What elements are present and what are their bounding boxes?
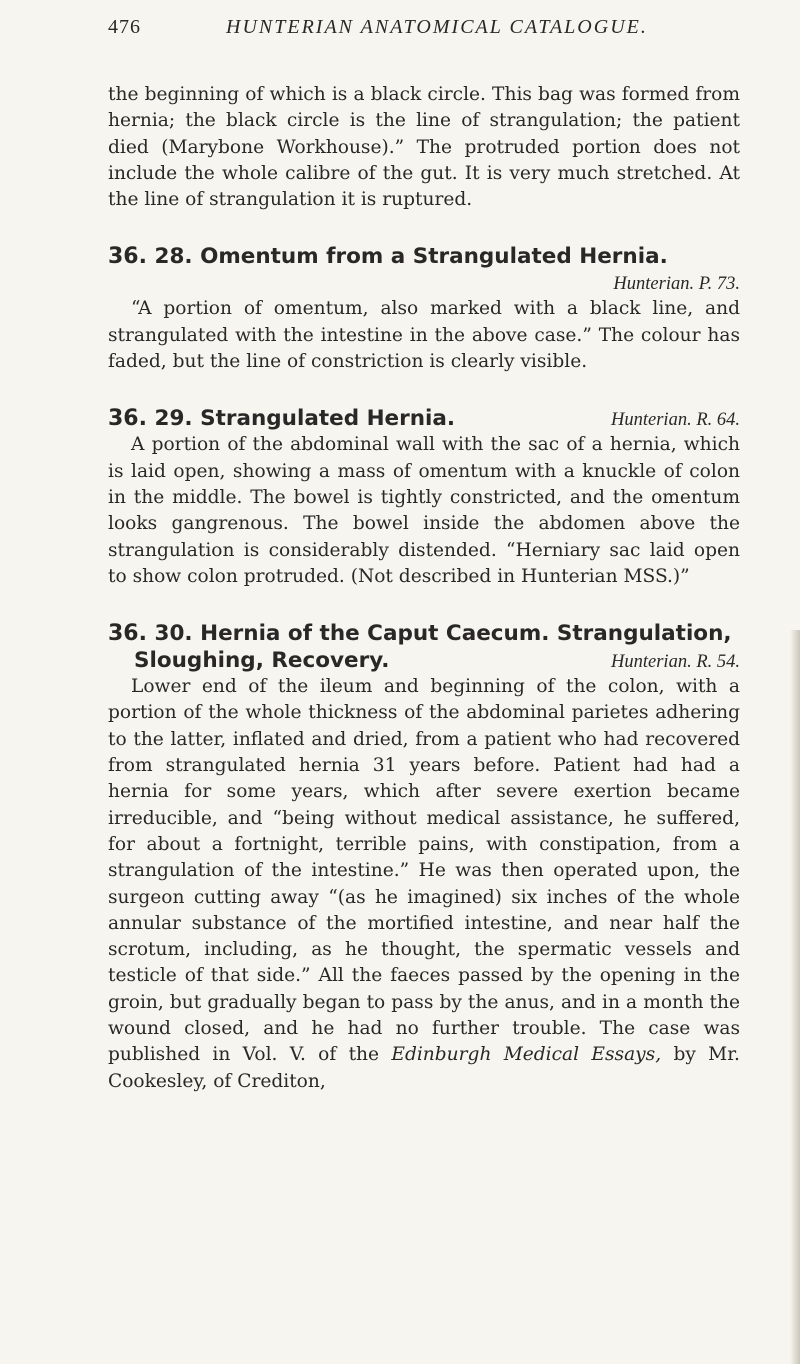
entry-number: 36. [108,244,147,270]
intro-paragraph: the beginning of which is a black circle. This bag was formed from hernia; the black circle is the line of strangulation; the patient died (Marybone Workhouse).” The protruded portion does not include the whole calibre of the gut. It is very much stretched. At the line of strangulation it is ruptured. [108,84,740,211]
entry-body [108,674,740,1095]
page-body [108,82,740,1095]
entry-subnumber: 29. [154,406,193,432]
entry-number: 36. [108,621,147,647]
entry-title-line2: Sloughing, Recovery. [134,648,390,674]
entry-reference: Hunterian. R. 54. [611,652,740,673]
entry-reference: Hunterian. P. 73. [613,274,740,295]
entry-body: “A portion of omentum, also marked with a black line, and strangulated with the intestine in the above case.” The colour has faded, but the line of constriction is clearly visible. [108,298,740,373]
running-title: HUNTERIAN ANATOMICAL CATALOGUE. [226,16,648,38]
entry-body-tail: by Mr. Cookesley, of Crediton, [108,1044,740,1092]
entry-subnumber: 28. [154,244,193,270]
page-number: 476 [108,16,141,38]
entry-number: 36. [108,406,147,432]
entry-title [108,620,740,647]
catalogue-entry-29 [108,405,740,590]
journal-title: Edinburgh Medical Essays, [391,1044,662,1066]
entry-title-text-line1: Hernia of the Caput Caecum. Strangulation, [200,621,732,647]
catalogue-entry-28 [108,243,740,375]
entry-title-text: Strangulated Hernia. [200,406,456,432]
entry-body-lead: Lower end of the ileum and beginning of the colon, with a portion of the whole thickness of the abdominal parietes adhering to the latter, inflated and dried, from a patient who had recovered from strangulated hernia 31 years before. Patient had had a hernia for some years, which after severe exertion became irreducible, and “being without medical assistance, he suffered, for about a fortnight, terrible pains, with constipation, from a strangulation of the intestine.” He was then operated upon, the surgeon cutting away “(as he imagined) six inches of the whole annular substance of the mortified intestine, and near half the scrotum, including, as he thought, the spermatic vessels and testicle of that side.” All the faeces passed by the opening in the groin, but gradually began to pass by the anus, and in a month the wound closed, and he had no further trouble. The case was published in Vol. V. of the [108,676,740,1066]
entry-title-text: Omentum from a Strangulated Hernia. [200,244,668,270]
entry-body: A portion of the abdominal wall with the sac of a hernia, which is laid open, showing a mass of omentum with a knuckle of colon in the middle. The bowel is tightly constricted, and the omentum looks gangrenous. The bowel inside the abdomen above the strangulation is considerably distended. “Herniary sac laid open to show colon protruded. (Not described in Hunterian MSS.)” [108,434,740,587]
page-edge-shadow [790,630,800,1364]
entry-title [108,243,740,270]
entry-subnumber: 30. [154,621,193,647]
entry-title [108,405,455,432]
catalogue-entry-30 [108,620,740,1095]
entry-reference: Hunterian. R. 64. [611,410,740,431]
